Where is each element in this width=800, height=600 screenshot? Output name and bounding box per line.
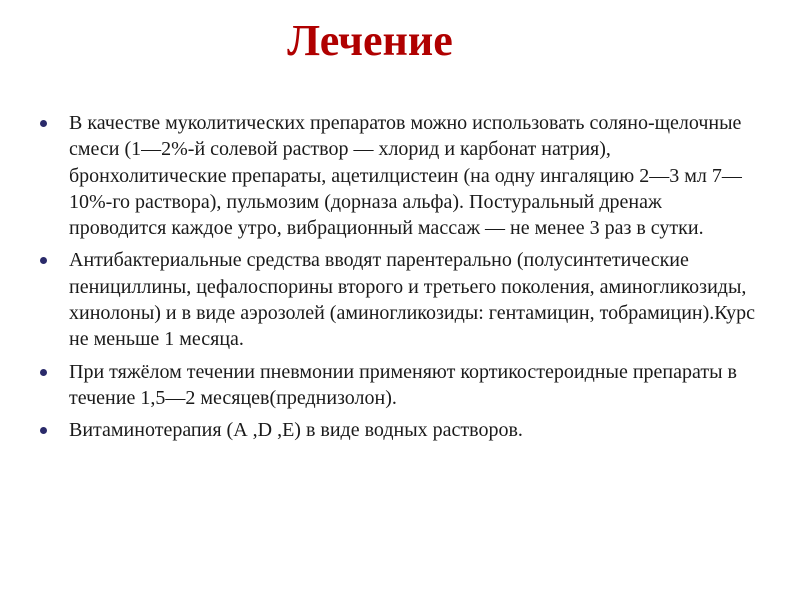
bullet-text: Антибактериальные средства вводят парентерально (полусинтетические пенициллины, цефалоспорины второго и третьего поколения, аминогликозиды, хинолоны) и в виде аэрозолей (аминогликозиды: гентамицин, тобрамицин).Курс не меньше 1 месяца.	[69, 249, 755, 351]
bullet-item-antibacterial	[38, 247, 758, 352]
bullet-text: Витаминотерапия (А ,D ,E) в виде водных растворов.	[69, 419, 523, 442]
bullet-item-vitamins	[38, 417, 758, 443]
bullet-dot-icon	[40, 427, 47, 434]
bullet-item-corticosteroids	[38, 359, 758, 412]
bullet-dot-icon	[40, 369, 47, 376]
bullet-list	[38, 110, 758, 450]
bullet-dot-icon	[40, 120, 47, 127]
bullet-item-mucolytics	[38, 110, 758, 241]
bullet-text: В качестве муколитических препаратов можно использовать соляно-щелочные смеси (1—2%-й солевой раствор — хлорид и карбонат натрия), бронхолитические препараты, ацетилцистеин (на одну ингаляцию 2—3 мл 7—10%-го раствора), пульмозим (дорназа альфа). Постуральный дренаж проводится каждое утро, вибрационный массаж — не менее 3 раз в сутки.	[69, 112, 742, 240]
bullet-dot-icon	[40, 257, 47, 264]
bullet-text: При тяжёлом течении пневмонии применяют кортикостероидные препараты в течение 1,5—2 месяцев(преднизолон).	[69, 360, 737, 409]
slide-title: Лечение	[287, 16, 453, 65]
